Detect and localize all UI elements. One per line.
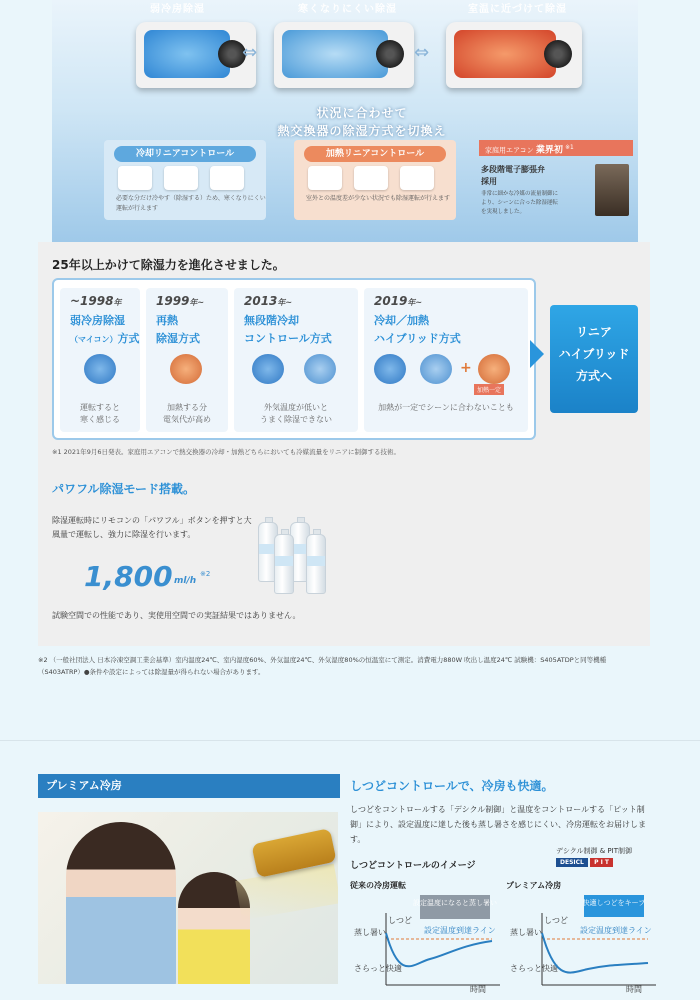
cool-linear-title: 冷却リニアコントロール: [114, 146, 256, 162]
chart-callout-text: 設定温度になると蒸し暑い: [413, 899, 497, 907]
plus-icon: +: [460, 360, 472, 376]
heat-unit-icon: [170, 354, 202, 384]
chart-humidity-line: [386, 933, 492, 966]
linear-hybrid-box: リニア ハイブリッド 方式へ: [550, 305, 638, 413]
image-title: しつどコントロールのイメージ: [350, 861, 476, 871]
cool-unit-icon: [374, 354, 406, 384]
chart-callout-text: 快適しつどをキープ: [582, 899, 646, 907]
heat-linear-title: 加熱リニアコントロール: [304, 146, 446, 162]
powerful-value: 1,800: [84, 560, 173, 593]
water-bottle-image: [274, 534, 294, 594]
history-card: 2013年~ 無段階冷却 コントロール方式 外気温度が低いと うまく除湿できない: [234, 288, 358, 432]
chart-series-label: しつど: [544, 916, 568, 925]
powerful-note: 試験空間での性能であり、実使用空間での実証結果ではありません。: [52, 611, 301, 620]
cool-unit-icon: [84, 354, 116, 384]
family-photo: [38, 812, 338, 984]
water-bottle-image: [306, 534, 326, 594]
powerful-text: 除湿運転時にリモコンの「パワフル」ボタンを押すと大風量で運転し、強力に除湿を行います。: [52, 516, 252, 539]
control-badges: デシクル制御 & PIT制御 DESICL P I T: [556, 847, 632, 866]
heat-unit-icon: [354, 166, 388, 190]
heat-linear-box: [294, 140, 456, 220]
cool-unit-icon: [304, 354, 336, 384]
history-timeline: [52, 278, 536, 440]
woman-figure: [66, 822, 176, 984]
arrow-right-icon: [530, 340, 544, 368]
history-title: 25年以上かけて除湿力を進化させました。: [52, 258, 285, 272]
mode-label-not-cold: 寒くなりにくい除湿: [298, 4, 397, 15]
cool-unit-icon: [252, 354, 284, 384]
chart-line-label: 設定温度到達ライン: [424, 926, 496, 935]
chart-x-label: 時間: [470, 985, 486, 993]
industry-first-note: 非常に細かな冷媒の流量制御により、シーンに合った除湿運転を実現しました。: [481, 191, 559, 215]
chart-x-label: 時間: [626, 985, 642, 993]
powerful-unit: ml/h: [174, 576, 197, 586]
industry-first-tag: 家庭用エアコン 業界初 $^{※1}$: [479, 140, 633, 156]
heat-fixed-badge: 加熱一定: [474, 384, 504, 395]
history-card: 1999年~ 再熱 除湿方式 加熱する分 電気代が高め: [146, 288, 228, 432]
pit-badge: P I T: [590, 858, 613, 867]
chart-left-label: 従来の冷房運転: [350, 881, 406, 890]
heat-unit-icon: [478, 354, 510, 384]
industry-first-title: 多段階電子膨張弁 採用: [481, 165, 545, 186]
chart-series-label: しつど: [388, 916, 412, 925]
airflow-image: [235, 864, 338, 921]
footnote-2: ※2 （一般社団法人 日本冷凍空調工業会基準）室内温度24℃、室内湿度60%、外気温度24℃、外気湿度80%の恒温室にて測定。消費電力880W 吹出し温度24℃ 試験機：S405ATDPと同等機種（S403ATRP）●条件や設定によっては除湿量が得られない場合があります。: [38, 656, 607, 676]
section-divider: [0, 740, 700, 741]
ac-unit-not-cold: [274, 22, 414, 88]
chart-y-top: 蒸し暑い: [354, 928, 386, 937]
chart-y-bottom: さらっと快適: [354, 964, 402, 973]
arrow-icon: ⇔: [414, 42, 430, 63]
cool-unit-icon: [164, 166, 198, 190]
footnote-1: ※1 2021年9月6日発表。家庭用エアコンで熱交換器の冷却・加熱どちらにおいても冷媒流量をリニアに制御する技術。: [52, 448, 401, 456]
cool-unit-icon: [210, 166, 244, 190]
chart-right-label: プレミアム冷房: [506, 881, 562, 890]
powerful-title: パワフル除湿モード搭載。: [52, 482, 196, 496]
ac-unit-weak-cool: [136, 22, 256, 88]
ac-unit-room-temp: [446, 22, 582, 88]
chart-line-label: 設定温度到達ライン: [580, 926, 652, 935]
premium-text: しつどをコントロールする「デシクル制御」と温度をコントロールする「ピット制御」により、設定温度に達した後も蒸し暑さを感じにくい、冷房運転をお届けします。: [350, 805, 646, 844]
hero-section: [52, 0, 638, 242]
valve-image: [595, 164, 629, 216]
cool-unit-icon: [118, 166, 152, 190]
mode-label-weak-cool: 弱冷房除湿: [150, 4, 205, 15]
chart-y-top: 蒸し暑い: [510, 928, 542, 937]
cool-linear-box: [104, 140, 266, 220]
desicl-badge: DESICL: [556, 858, 588, 867]
history-card: ~1998年 弱冷房除湿 （マイコン）方式 運転すると 寒く感じる: [60, 288, 140, 432]
humidity-chart-premium: [508, 893, 658, 993]
heat-unit-icon: [308, 166, 342, 190]
premium-tag: プレミアム冷房: [38, 774, 340, 798]
humidity-chart-conventional: [352, 893, 502, 993]
mode-label-room-temp: 室温に近づけて除湿: [468, 4, 567, 15]
hero-caption: 状況に合わせて 熱交換器の除湿方式を切換え: [277, 106, 447, 138]
premium-title: しつどコントロールで、冷房も快適。: [350, 779, 554, 793]
cool-unit-icon: [420, 354, 452, 384]
arrow-icon: ⇔: [242, 42, 258, 63]
industry-first-box: [479, 140, 633, 222]
cool-linear-note: 必要な分だけ冷やす（除湿する）ため、寒くなりにくい運転が行えます: [116, 195, 266, 212]
powerful-sup: ※2: [200, 570, 211, 578]
heat-unit-icon: [400, 166, 434, 190]
history-card: 2019年~ 冷却／加熱 ハイブリッド方式 + 加熱一定 加熱が一定でシーンに合わないことも: [364, 288, 528, 432]
heat-linear-note: 室外との温度差が少ない状況でも除湿運転が行えます: [306, 195, 451, 202]
chart-y-bottom: さらっと快適: [510, 964, 558, 973]
